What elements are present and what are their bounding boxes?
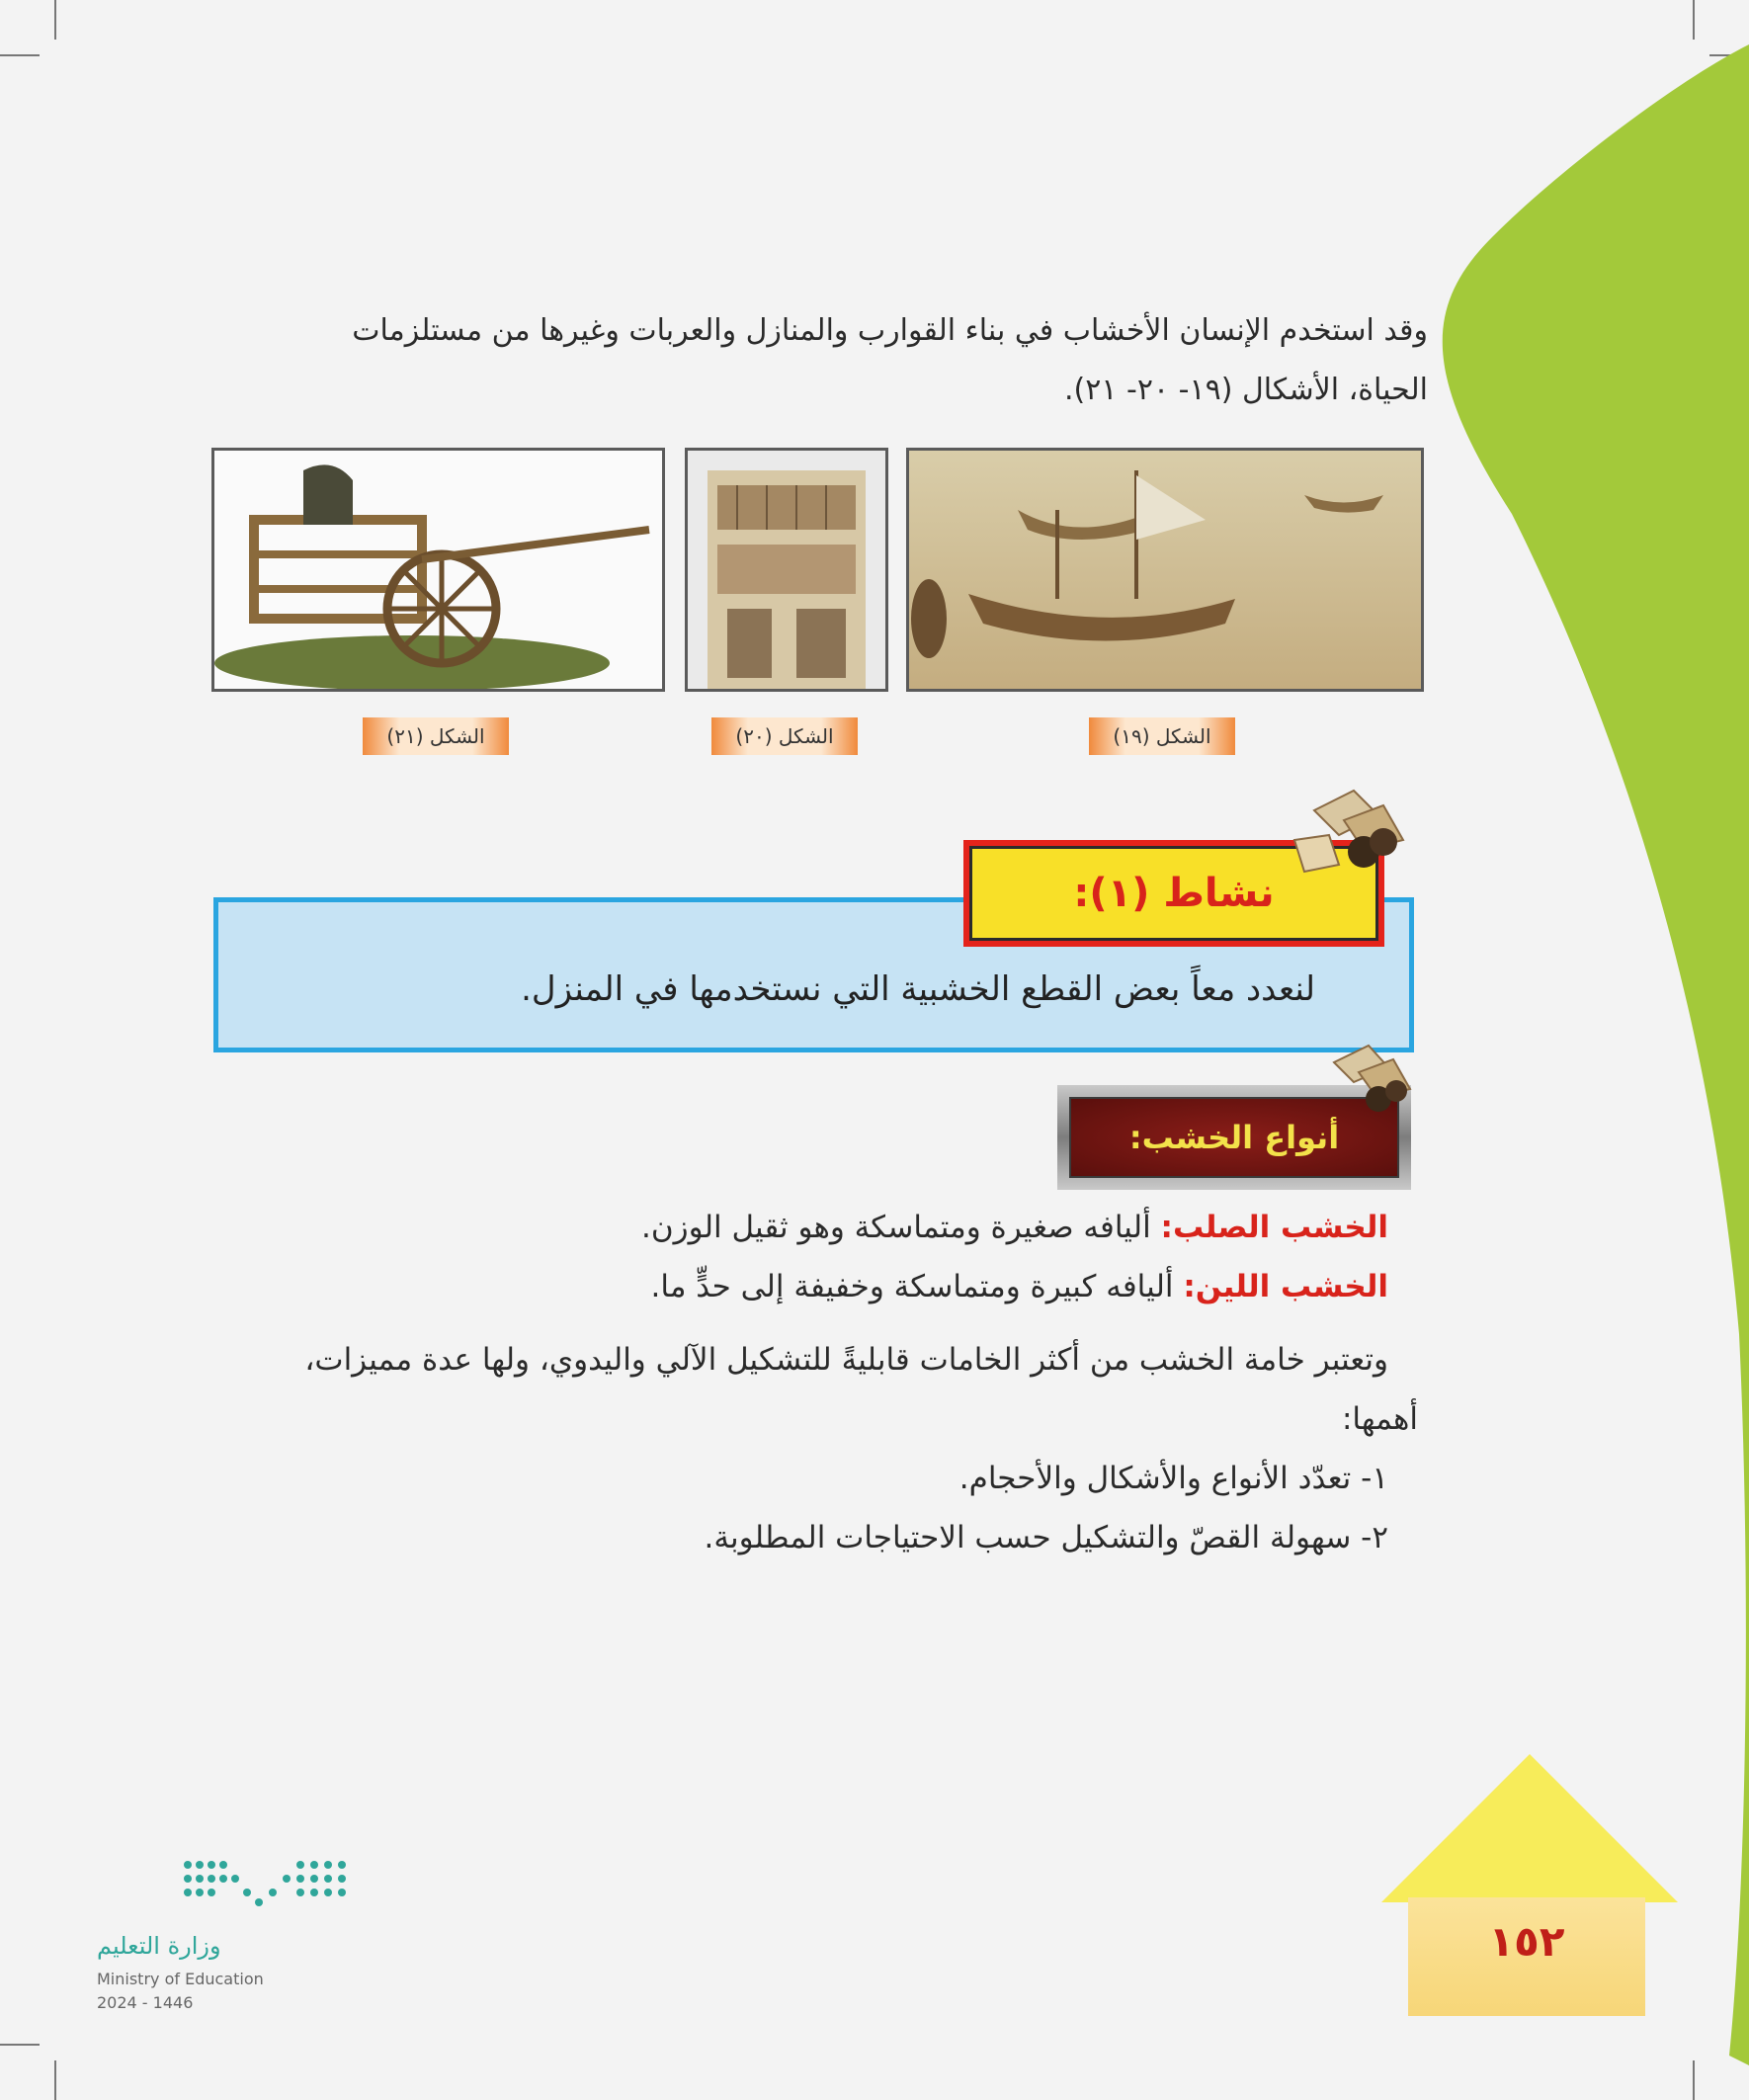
crop-mark — [54, 2060, 56, 2100]
page-number-house-roof — [1381, 1754, 1678, 1902]
hard-wood-label: الخشب الصلب: — [1160, 1210, 1388, 1245]
ministry-name-ar: وزارة التعليم — [97, 1932, 221, 1960]
wood-pieces-icon — [1309, 1038, 1428, 1127]
soft-wood-label: الخشب اللين: — [1183, 1269, 1388, 1304]
hard-wood-text: أليافه صغيرة ومتماسكة وهو ثقيل الوزن. — [640, 1210, 1151, 1245]
figure-21-caption: الشكل (٢١) — [363, 717, 509, 755]
wood-types-list — [208, 1198, 1388, 1316]
activity-title: نشاط (١): — [969, 846, 1378, 941]
features-item-1: ١- تعدّد الأنواع والأشكال والأحجام. — [958, 1461, 1388, 1496]
soft-wood-row — [208, 1257, 1388, 1316]
hard-wood-row — [208, 1198, 1388, 1257]
activity-text: لنعدد معاً بعض القطع الخشبية التي نستخدمها في المنزل. — [521, 969, 1315, 1009]
crop-mark — [0, 54, 40, 56]
figure-21-cart-image — [211, 448, 665, 692]
figure-20-house-image — [685, 448, 888, 692]
page-number-house — [1408, 1897, 1645, 2016]
page-number: ١٥٢ — [1488, 1917, 1565, 1966]
crop-mark — [54, 0, 56, 40]
features-paragraph — [208, 1330, 1418, 1567]
features-item-2: ٢- سهولة القصّ والتشكيل حسب الاحتياجات المطلوبة. — [704, 1520, 1388, 1555]
figure-19-caption: الشكل (١٩) — [1089, 717, 1235, 755]
features-line-1: وتعتبر خامة الخشب من أكثر الخامات قابليةً للتشكيل الآلي واليدوي، ولها عدة مميزات، — [304, 1342, 1388, 1378]
features-line-2: أهمها: — [1341, 1401, 1418, 1437]
intro-line-1: وقد استخدم الإنسان الأخشاب في بناء القوارب والمنازل والعربات وغيرها من مستلزمات — [352, 313, 1428, 348]
soft-wood-text: أليافه كبيرة ومتماسكة وخفيفة إلى حدٍّ ما. — [650, 1269, 1174, 1304]
ministry-name-en: Ministry of Education — [97, 1970, 264, 1988]
wood-types-heading: أنواع الخشب: — [1069, 1097, 1399, 1178]
crop-mark — [0, 2044, 40, 2046]
intro-line-2: الحياة، الأشكال (١٩- ٢٠- ٢١). — [1064, 373, 1428, 407]
figure-19-boats-image — [906, 448, 1424, 692]
wood-pieces-icon — [1285, 781, 1423, 889]
intro-paragraph — [208, 301, 1428, 420]
ministry-logo-icon — [178, 1853, 356, 1922]
edition-year: 2024 - 1446 — [97, 1993, 194, 2012]
figure-20-caption: الشكل (٢٠) — [711, 717, 858, 755]
